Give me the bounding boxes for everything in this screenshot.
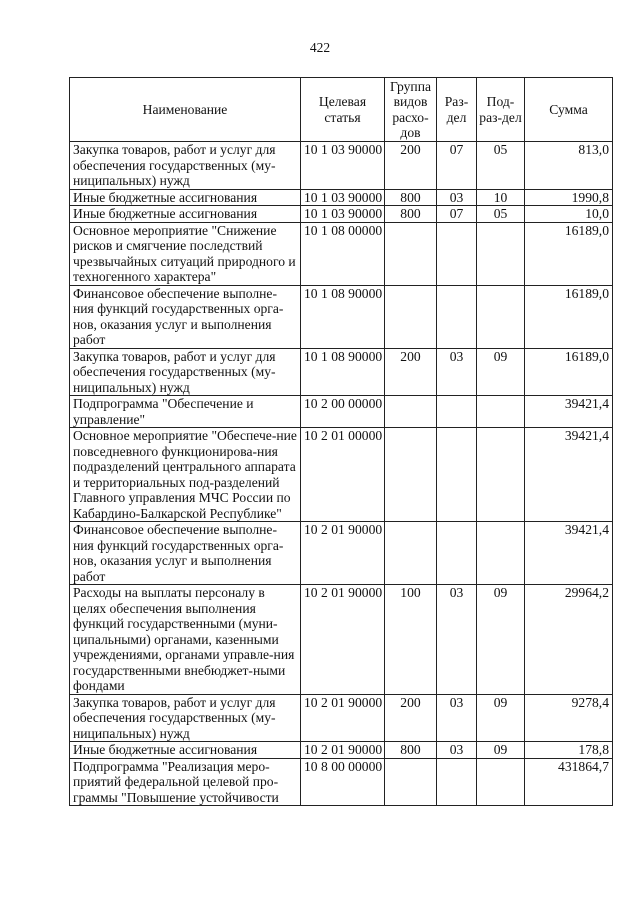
cell-section bbox=[437, 758, 477, 806]
cell-subsection bbox=[477, 396, 525, 428]
cell-sum: 9278,4 bbox=[525, 694, 613, 742]
cell-sum: 39421,4 bbox=[525, 428, 613, 522]
header-subsection: Под-раз-дел bbox=[477, 78, 525, 142]
cell-section: 03 bbox=[437, 742, 477, 759]
cell-expense-group bbox=[385, 396, 437, 428]
cell-sum: 813,0 bbox=[525, 142, 613, 190]
table-row bbox=[70, 428, 613, 522]
header-expense-group: Группа видов расхо-дов bbox=[385, 78, 437, 142]
header-sum: Сумма bbox=[525, 78, 613, 142]
cell-expense-group: 100 bbox=[385, 585, 437, 695]
cell-name: Подпрограмма "Обеспечение и управление" bbox=[70, 396, 301, 428]
cell-target-article: 10 1 08 90000 bbox=[301, 285, 385, 348]
cell-target-article: 10 1 03 90000 bbox=[301, 206, 385, 223]
page-number: 422 bbox=[309, 40, 331, 55]
cell-section: 03 bbox=[437, 189, 477, 206]
table-row bbox=[70, 396, 613, 428]
cell-name: Финансовое обеспечение выполне-ния функций государственных орга-нов, оказания услуг и выполнения работ bbox=[70, 522, 301, 585]
cell-name: Расходы на выплаты персоналу в целях обеспечения выполнения функций государственными (муни-ципальными) органами, казенными учреждениями, органами управле-ния государственными внебюджет-ными фондами bbox=[70, 585, 301, 695]
cell-name: Подпрограмма "Реализация меро-приятий федеральной целевой про-граммы "Повышение устойчивости bbox=[70, 758, 301, 806]
cell-section: 07 bbox=[437, 142, 477, 190]
cell-sum: 178,8 bbox=[525, 742, 613, 759]
cell-subsection: 05 bbox=[477, 206, 525, 223]
cell-subsection: 09 bbox=[477, 742, 525, 759]
cell-subsection: 05 bbox=[477, 142, 525, 190]
cell-sum: 39421,4 bbox=[525, 522, 613, 585]
cell-section bbox=[437, 285, 477, 348]
cell-target-article: 10 2 01 90000 bbox=[301, 585, 385, 695]
cell-section bbox=[437, 222, 477, 285]
cell-target-article: 10 8 00 00000 bbox=[301, 758, 385, 806]
cell-expense-group bbox=[385, 758, 437, 806]
table-row bbox=[70, 522, 613, 585]
table-row bbox=[70, 206, 613, 223]
cell-expense-group: 200 bbox=[385, 694, 437, 742]
cell-section bbox=[437, 428, 477, 522]
cell-expense-group: 800 bbox=[385, 742, 437, 759]
cell-section bbox=[437, 396, 477, 428]
header-section: Раз-дел bbox=[437, 78, 477, 142]
cell-section bbox=[437, 522, 477, 585]
header-target-article: Целевая статья bbox=[301, 78, 385, 142]
cell-subsection: 10 bbox=[477, 189, 525, 206]
cell-expense-group: 800 bbox=[385, 206, 437, 223]
table-row bbox=[70, 694, 613, 742]
cell-sum: 29964,2 bbox=[525, 585, 613, 695]
cell-expense-group bbox=[385, 285, 437, 348]
cell-sum: 16189,0 bbox=[525, 285, 613, 348]
table-row bbox=[70, 189, 613, 206]
cell-subsection: 09 bbox=[477, 694, 525, 742]
cell-expense-group bbox=[385, 222, 437, 285]
cell-sum: 16189,0 bbox=[525, 348, 613, 396]
cell-target-article: 10 1 08 90000 bbox=[301, 348, 385, 396]
cell-section: 03 bbox=[437, 694, 477, 742]
cell-name: Иные бюджетные ассигнования bbox=[70, 742, 301, 759]
cell-section: 07 bbox=[437, 206, 477, 223]
cell-name: Основное мероприятие "Снижение рисков и смягчение последствий чрезвычайных ситуаций природного и техногенного характера" bbox=[70, 222, 301, 285]
cell-expense-group bbox=[385, 522, 437, 585]
cell-name: Закупка товаров, работ и услуг для обеспечения государственных (му-ниципальных) нужд bbox=[70, 142, 301, 190]
cell-name: Иные бюджетные ассигнования bbox=[70, 189, 301, 206]
table-row bbox=[70, 285, 613, 348]
cell-name: Финансовое обеспечение выполне-ния функций государственных орга-нов, оказания услуг и выполнения работ bbox=[70, 285, 301, 348]
cell-target-article: 10 1 03 90000 bbox=[301, 142, 385, 190]
cell-subsection bbox=[477, 758, 525, 806]
cell-subsection bbox=[477, 428, 525, 522]
cell-subsection bbox=[477, 222, 525, 285]
cell-name: Основное мероприятие "Обеспече-ние повседневного функционирова-ния подразделений центрального аппарата и территориальных под-разделений Главного управления МЧС России по Кабардино-Балкарской Республике" bbox=[70, 428, 301, 522]
cell-expense-group: 200 bbox=[385, 142, 437, 190]
cell-subsection: 09 bbox=[477, 348, 525, 396]
cell-name: Закупка товаров, работ и услуг для обеспечения государственных (му-ниципальных) нужд bbox=[70, 348, 301, 396]
table-row bbox=[70, 348, 613, 396]
cell-subsection bbox=[477, 522, 525, 585]
cell-name: Закупка товаров, работ и услуг для обеспечения государственных (му-ниципальных) нужд bbox=[70, 694, 301, 742]
cell-target-article: 10 2 00 00000 bbox=[301, 396, 385, 428]
table-row bbox=[70, 222, 613, 285]
cell-subsection bbox=[477, 285, 525, 348]
cell-target-article: 10 2 01 00000 bbox=[301, 428, 385, 522]
cell-expense-group: 800 bbox=[385, 189, 437, 206]
budget-table bbox=[69, 77, 613, 806]
header-name: Наименование bbox=[70, 78, 301, 142]
table-row bbox=[70, 758, 613, 806]
cell-section: 03 bbox=[437, 348, 477, 396]
cell-target-article: 10 1 03 90000 bbox=[301, 189, 385, 206]
cell-sum: 10,0 bbox=[525, 206, 613, 223]
cell-expense-group bbox=[385, 428, 437, 522]
cell-name: Иные бюджетные ассигнования bbox=[70, 206, 301, 223]
cell-section: 03 bbox=[437, 585, 477, 695]
table-row bbox=[70, 142, 613, 190]
cell-sum: 16189,0 bbox=[525, 222, 613, 285]
table-row bbox=[70, 742, 613, 759]
table-row bbox=[70, 585, 613, 695]
table-header-row bbox=[70, 78, 613, 142]
cell-sum: 431864,7 bbox=[525, 758, 613, 806]
cell-target-article: 10 2 01 90000 bbox=[301, 694, 385, 742]
cell-target-article: 10 1 08 00000 bbox=[301, 222, 385, 285]
cell-sum: 1990,8 bbox=[525, 189, 613, 206]
cell-sum: 39421,4 bbox=[525, 396, 613, 428]
cell-expense-group: 200 bbox=[385, 348, 437, 396]
cell-target-article: 10 2 01 90000 bbox=[301, 522, 385, 585]
cell-target-article: 10 2 01 90000 bbox=[301, 742, 385, 759]
cell-subsection: 09 bbox=[477, 585, 525, 695]
